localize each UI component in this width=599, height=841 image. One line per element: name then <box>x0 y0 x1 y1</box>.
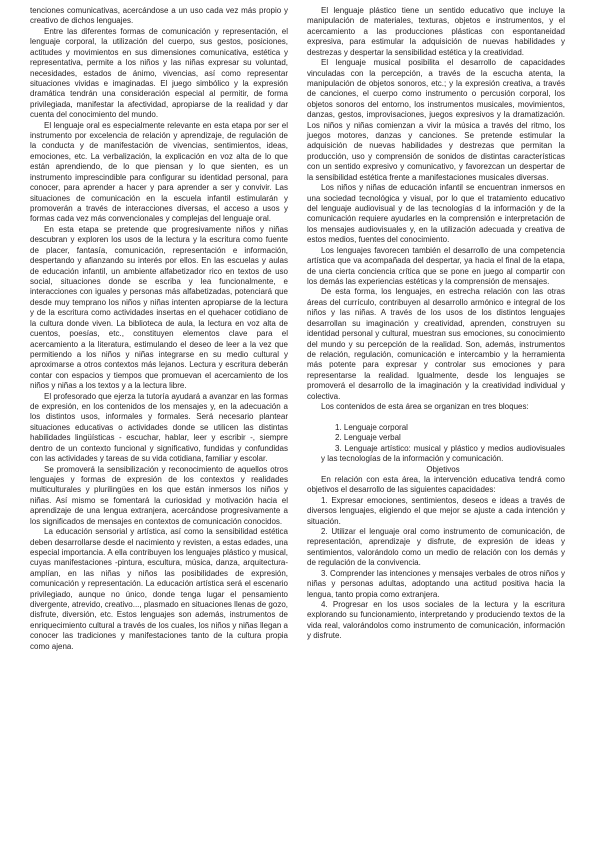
paragraph: De esta forma, los lenguajes, en estrecha relación con las otras áreas del currículo, contribuyen al desarrollo armónico e integral de los niños y las niñas. A través de los usos de los distintos lenguajes desarrollan su imaginación y creatividad, aprenden, construyen su identidad personal y cultural, muestran sus emociones, su conocimiento del mundo y su percepción de la realidad. Son, además, instrumentos de relación, regulación, comunicación e intercambio y la herramienta más potente para expresar y controlar sus emociones y para representarse la realidad. Igualmente, desde los lenguajes se promoverá el desarrollo de la imaginación y la creatividad individual y colectiva. <box>307 287 565 401</box>
block-list-item: 3. Lenguaje artístico: musical y plástico y medios audiovisuales y las tecnologías de la información y comunicación. <box>321 443 565 464</box>
paragraph: Los lenguajes favorecen también el desarrollo de una competencia artística que va acompañada del despertar, ya hacia el final de la etapa, de una cierta conciencia crítica que se pone en juego al compartir con los demás las experiencias estéticas y la comprensión de mensajes. <box>307 245 565 286</box>
paragraph: tenciones comunicativas, acercándose a un uso cada vez más propio y creativo de dichos lenguajes. <box>30 6 288 26</box>
paragraph: El profesorado que ejerza la tutoría ayudará a avanzar en las formas de expresión, en los contenidos de los mensajes y, en la adecuación a los distintos usos, informales y formales. Será necesario plantear situaciones educativas o actividades donde se utilicen las distintas habilidades lingüísticas - escuchar, hablar, leer y escribir -, siempre dentro de un contexto funcional y significativo, fundidas y confundidas con las actividades y tareas de su vida cotidiana, familiar y escolar. <box>30 391 288 464</box>
objective-item: 2. Utilizar el lenguaje oral como instrumento de comunicación, de representación, aprendizaje y disfrute, de expresión de ideas y sentimientos, valorándolo como un medio de relación con los demás y de regulación de la convivencia. <box>307 527 565 568</box>
paragraph: El lenguaje musical posibilita el desarrollo de capacidades vinculadas con la percepción, a través de la escucha atenta, la manipulación de objetos sonoros, etc.; y la expresión creativa, a través de canciones, el cuerpo como instrumento o percusión corporal, los objetos sonoros del entorno, los instrumentos musicales, movimientos, danzas, gestos, improvisaciones, juegos expresivos y la dramatización. Los niños y niñas comienzan a vivir la música a través del ritmo, los juegos motores, danzas y canciones. Se pretende estimular la adquisición de nuevas habilidades y destrezas que permitan la producción, uso y comprensión de sonidos de distintas características con un sentido expresivo y comunicativo, y favorezcan un despertar de la sensibilidad estética frente a manifestaciones musicales diversas. <box>307 58 565 182</box>
block-list-item: 1. Lenguaje corporal <box>335 422 408 432</box>
paragraph: El lenguaje oral es especialmente relevante en esta etapa por ser el instrumento por excelencia de relación y aprendizaje, de regulación de la conducta y de manifestación de vivencias, sentimientos, ideas, emociones, etc. La verbalización, la explicación en voz alta de lo que están aprendiendo, de lo que piensan y lo que sienten, es un instrumento imprescindible para configurar su identidad personal, para conocer, para aprender a hacer y para aprender a ser y convivir. Las situaciones de comunicación en la escuela infantil estimularán y promoverán a través de interacciones diversas, el acceso a usos y formas cada vez más convencionales y complejas del lenguaje oral. <box>30 120 288 224</box>
objective-item: 3. Comprender las intenciones y mensajes verbales de otros niños y niñas y personas adultas, adoptando una actitud positiva hacia la lengua, tanto propia como extranjera. <box>307 568 565 599</box>
objectives-intro: En relación con esta área, la intervención educativa tendrá como objetivos el desarrollo de las siguientes capacidades: <box>307 474 565 495</box>
objectives-heading: Objetivos <box>426 464 460 474</box>
paragraph: Entre las diferentes formas de comunicación y representación, el lenguaje corporal, la utilización del cuerpo, sus gestos, posiciones, actitudes y movimientos en sus dimensiones comunicativa, estética y representativa, permite a los niños y las niñas expresar su voluntad, necesidades, estados de ánimo, vivencias, así como representar situaciones vividas e imaginadas. El juego simbólico y la expresión dramática tendrán una consideración especial al permitir, de forma privilegiada, manifestar la afectividad, apropiarse de la realidad y dar cuenta del conocimiento del mundo. <box>30 26 288 120</box>
paragraph: La educación sensorial y artística, así como la sensibilidad estética deben desarrollarse desde el nacimiento y revisten, a estas edades, una especial importancia. A ella contribuyen los lenguajes plástico y musical, cuyas manifestaciones -pintura, escultura, música, danza, arquitectura- amplían, en las niñas y niños las posibilidades de expresión, comunicación y representación. La educación artística será el escenario privilegiado, aunque no único, donde tenga lugar el pensamiento divergente, atrevido, creativo..., plasmado en situaciones llenas de gozo, disfrute, diversión, etc. Estos lenguajes son además, instrumentos de enriquecimiento cultural a través de los cuales, los niños y niñas llegan a conocer las tradiciones y manifestaciones tanto de la cultura propia como ajena. <box>30 527 288 651</box>
paragraph: En esta etapa se pretende que progresivamente niños y niñas descubran y exploren los usos de la lectura y la escritura como fuente de placer, fantasía, comunicación, representación e información, despertando y afianzando su interés por ellos. En las escuelas y aulas de educación infantil, un ambiente alfabetizador rico en textos de uso social, situaciones donde se escriba y lea funcionalmente, e interacciones con iguales y personas más alfabetizadas, potenciará que desde muy temprano los niños y niñas intenten apropiarse de la lectura y de la escritura como actividades insertas en el quehacer cotidiano de la cultura donde viven. La biblioteca de aula, la lectura en voz alta de cuentos, poesías, etc., constituyen elementos clave para el acercamiento a la literatura, estimulando el deseo de leer a la vez que permitiendo a los niños y niñas integrarse en su medio cultural y aproximarse a otros contextos más lejanos. Lectura y escritura deberán contar con espacios y tiempos que promuevan el acercamiento de los niños y niñas a los textos y a la lectura libre. <box>30 224 288 391</box>
paragraph: Los contenidos de esta área se organizan en tres bloques: <box>321 402 529 412</box>
block-list-item: 2. Lenguaje verbal <box>335 433 401 443</box>
objective-item: 4. Progresar en los usos sociales de la lectura y la escritura explorando su funcionamiento, interpretando y produciendo textos de la vida real, valorándolos como instrumento de comunicación, información y disfrute. <box>307 600 565 641</box>
right-column <box>307 6 565 841</box>
objective-item: 1. Expresar emociones, sentimientos, deseos e ideas a través de diversos lenguajes, eligiendo el que mejor se ajuste a cada intención y situación. <box>307 495 565 526</box>
paragraph: Los niños y niñas de educación infantil se encuentran inmersos en una sociedad tecnológica y visual, por lo que el tratamiento educativo del lenguaje audiovisual y de las tecnologías d la información y de la comunicación requiere ayudarles en la comprensión e interpretación de los mensajes audiovisuales y, en la utilización adecuada y creativa de estos medios, fuentes del conocimiento. <box>307 183 565 245</box>
paragraph: Se promoverá la sensibilización y reconocimiento de aquellos otros lenguajes y formas de expresión de los contextos y realidades multiculturales y plurilingües en los que están inmersos los niños y niñas. Así mismo se fomentará la curiosidad y motivación hacia el aprendizaje de una lengua extranjera, acercándose progresivamente a los significados de mensajes en contextos de comunicación conocidos. <box>30 464 288 526</box>
paragraph: El lenguaje plástico tiene un sentido educativo que incluye la manipulación de materiales, texturas, objetos e instrumentos, y el acercamiento a las producciones plásticas con espontaneidad expresiva, para estimular la adquisición de nuevas habilidades y destrezas y despertar la sensibilidad estética y la creatividad. <box>307 6 565 57</box>
left-column <box>30 6 288 841</box>
